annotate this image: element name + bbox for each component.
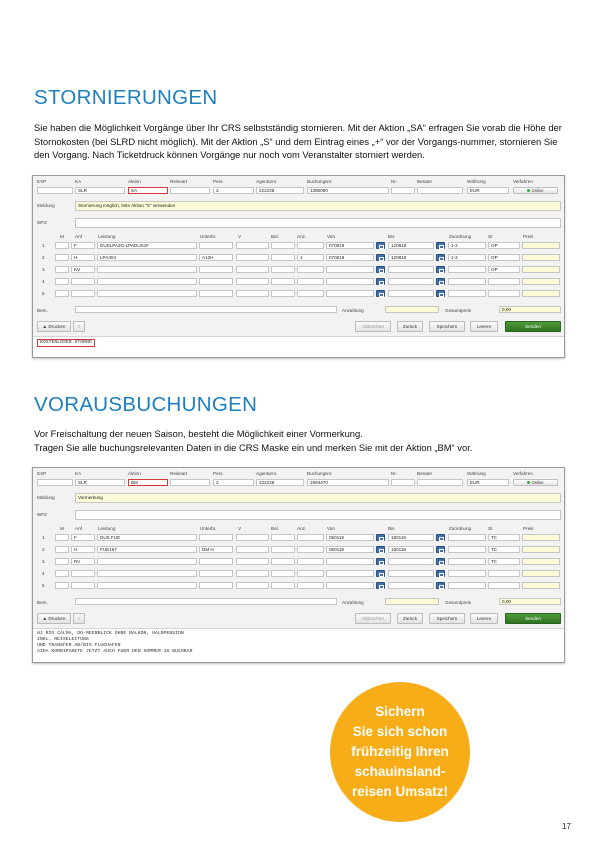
aktion-input[interactable]: SA bbox=[128, 187, 168, 194]
v-input[interactable] bbox=[236, 558, 269, 565]
printer-icon: ▲ bbox=[42, 324, 48, 329]
col-preis: Preis bbox=[523, 234, 534, 239]
v-input[interactable] bbox=[236, 290, 269, 297]
row-number: 3 bbox=[42, 559, 45, 564]
calendar-icon[interactable] bbox=[436, 278, 445, 285]
label-exp: EXP bbox=[37, 179, 47, 184]
m-input[interactable] bbox=[55, 582, 69, 589]
promo-line: Sie sich schon bbox=[352, 724, 448, 739]
bel-input[interactable] bbox=[271, 534, 295, 541]
reiseart-input[interactable] bbox=[170, 187, 210, 194]
preis-input[interactable] bbox=[522, 534, 560, 541]
label-anzahlung: Anzahlung bbox=[342, 308, 364, 313]
label-bem: Bem. bbox=[37, 600, 48, 605]
v-input[interactable] bbox=[236, 534, 269, 541]
zuordnung-input[interactable] bbox=[448, 546, 486, 553]
von-input[interactable] bbox=[326, 558, 374, 565]
leistung-input[interactable]: DUSLPA3G-LPADUS1F bbox=[97, 242, 197, 249]
bem-input[interactable] bbox=[75, 598, 337, 605]
online-toggle[interactable]: Online bbox=[513, 479, 558, 486]
exp-input[interactable] bbox=[37, 479, 73, 486]
abbrechen-button[interactable]: Abbrechen bbox=[355, 321, 391, 332]
bel-input[interactable] bbox=[271, 242, 295, 249]
calendar-icon[interactable] bbox=[376, 582, 385, 589]
row-number: 1 bbox=[42, 243, 45, 248]
anzahlung-input[interactable] bbox=[385, 306, 439, 313]
row-number: 5 bbox=[42, 583, 45, 588]
promo-line: schauinsland- bbox=[354, 764, 446, 779]
col-bis: Bis bbox=[388, 234, 395, 239]
calendar-icon[interactable] bbox=[436, 570, 445, 577]
abbrechen-button[interactable]: Abbrechen bbox=[355, 613, 391, 624]
leeren-button[interactable]: Leeren bbox=[470, 613, 498, 624]
m-input[interactable] bbox=[55, 570, 69, 577]
unterbr-input[interactable] bbox=[199, 570, 233, 577]
status-dot-icon bbox=[527, 481, 530, 484]
col-leistung: Leistung bbox=[98, 526, 116, 531]
anz-input[interactable] bbox=[297, 546, 324, 553]
unterbr-input[interactable] bbox=[199, 582, 233, 589]
anz-input[interactable] bbox=[297, 558, 324, 565]
col-unterbr: Unterbr. bbox=[200, 526, 217, 531]
up-arrow-button[interactable] bbox=[73, 613, 85, 624]
wfz-field[interactable] bbox=[75, 218, 561, 228]
v-input[interactable] bbox=[236, 278, 269, 285]
st-input[interactable] bbox=[488, 570, 520, 577]
unterbr-input[interactable]: A12H bbox=[199, 254, 233, 261]
calendar-icon[interactable] bbox=[376, 254, 385, 261]
v-input[interactable] bbox=[236, 582, 269, 589]
label-waehrung: Währung bbox=[467, 179, 486, 184]
message-area bbox=[33, 628, 564, 663]
nr-input[interactable] bbox=[391, 187, 415, 194]
label-verfahren: Verfahren bbox=[513, 179, 533, 184]
bel-input[interactable] bbox=[271, 254, 295, 261]
label-aktion: Aktion bbox=[128, 471, 141, 476]
anz-input[interactable] bbox=[297, 278, 324, 285]
bel-input[interactable] bbox=[271, 558, 295, 565]
anz-input[interactable] bbox=[297, 534, 324, 541]
anf-input[interactable] bbox=[71, 290, 95, 297]
buchungsnr-input[interactable]: 1994470 bbox=[307, 479, 389, 486]
anz-input[interactable] bbox=[297, 242, 324, 249]
unterbr-input[interactable] bbox=[199, 534, 233, 541]
von-input[interactable] bbox=[326, 266, 374, 273]
col-st: St bbox=[488, 526, 493, 531]
label-pers: Pers. bbox=[213, 179, 224, 184]
label-exp: EXP bbox=[37, 471, 47, 476]
unterbr-input[interactable] bbox=[199, 278, 233, 285]
calendar-icon[interactable] bbox=[436, 534, 445, 541]
st-input[interactable]: OP bbox=[488, 242, 520, 249]
gesamtpreis-field: 0,00 bbox=[499, 306, 561, 313]
st-input[interactable] bbox=[488, 278, 520, 285]
unterbr-input[interactable] bbox=[199, 558, 233, 565]
row-number: 1 bbox=[42, 535, 45, 540]
calendar-icon[interactable] bbox=[376, 266, 385, 273]
anz-input[interactable] bbox=[297, 570, 324, 577]
bel-input[interactable] bbox=[271, 546, 295, 553]
m-input[interactable] bbox=[55, 266, 69, 273]
col-st: St bbox=[488, 234, 493, 239]
col-anz: Anz. bbox=[297, 234, 307, 239]
calendar-icon[interactable] bbox=[376, 278, 385, 285]
col-anz: Anz. bbox=[297, 526, 307, 531]
anf-input[interactable]: F bbox=[71, 242, 95, 249]
page-number: 17 bbox=[562, 822, 571, 831]
col-von: Von bbox=[327, 234, 335, 239]
m-input[interactable] bbox=[55, 534, 69, 541]
preis-input[interactable] bbox=[522, 558, 560, 565]
col-preis: Preis bbox=[523, 526, 534, 531]
st-input[interactable]: OP bbox=[488, 266, 520, 273]
anz-input[interactable] bbox=[297, 266, 324, 273]
anf-input[interactable] bbox=[71, 582, 95, 589]
label-berater: Berater bbox=[417, 471, 433, 476]
crs-window-vorausbuchung bbox=[32, 467, 565, 663]
preis-input[interactable] bbox=[522, 278, 560, 285]
anf-input[interactable]: H bbox=[71, 254, 95, 261]
agentur-input[interactable]: 222228 bbox=[256, 479, 304, 486]
bel-input[interactable] bbox=[271, 290, 295, 297]
gesamtpreis-field: 0,00 bbox=[499, 598, 561, 605]
speichern-button[interactable]: Speichern bbox=[429, 321, 465, 332]
zuordnung-input[interactable] bbox=[448, 558, 486, 565]
senden-button[interactable]: Senden bbox=[505, 613, 561, 624]
label-gesamtpreis: Gesamtpreis bbox=[445, 600, 472, 605]
von-input[interactable] bbox=[326, 278, 374, 285]
label-nr: Nr. bbox=[391, 471, 397, 476]
zurueck-button[interactable]: Zurück bbox=[397, 613, 423, 624]
st-input[interactable] bbox=[488, 582, 520, 589]
promo-line: frühzeitig Ihren bbox=[351, 744, 449, 759]
anf-input[interactable] bbox=[71, 570, 95, 577]
bem-input[interactable] bbox=[75, 306, 337, 313]
exp-input[interactable] bbox=[37, 187, 73, 194]
anzahlung-input[interactable] bbox=[385, 598, 439, 605]
zuordnung-input[interactable] bbox=[448, 290, 486, 297]
bis-input[interactable]: 120819 bbox=[388, 242, 434, 249]
col-anf: Anf bbox=[75, 526, 82, 531]
message-line: AIDA KOMBIPAKETE JETZT AUCH FUER DEN SOMMER 16 BUCHBAR bbox=[37, 649, 193, 654]
label-wfz: WFZ bbox=[37, 220, 47, 225]
col-v: V bbox=[238, 526, 242, 531]
anz-input[interactable] bbox=[297, 582, 324, 589]
col-leistung: Leistung bbox=[98, 234, 116, 239]
zuordnung-input[interactable] bbox=[448, 570, 486, 577]
promo-line: reisen Umsatz! bbox=[351, 784, 449, 799]
storno-message: KOSTENLOSER STORNO bbox=[37, 339, 95, 347]
v-input[interactable] bbox=[236, 546, 269, 553]
von-input[interactable]: 050119 bbox=[326, 534, 374, 541]
bel-input[interactable] bbox=[271, 582, 295, 589]
zuordnung-input[interactable]: 1-2 bbox=[448, 254, 486, 261]
berater-input[interactable] bbox=[417, 187, 463, 194]
bis-input[interactable] bbox=[388, 290, 434, 297]
m-input[interactable] bbox=[55, 558, 69, 565]
bis-input[interactable] bbox=[388, 266, 434, 273]
anf-input[interactable]: F bbox=[71, 534, 95, 541]
pers-input[interactable]: 2 bbox=[213, 479, 254, 486]
label-agentur: Agenturnr. bbox=[256, 471, 278, 476]
leistung-input[interactable] bbox=[97, 266, 197, 273]
wfz-field[interactable] bbox=[75, 510, 561, 520]
up-arrow-button[interactable] bbox=[73, 321, 85, 332]
arrow-up-icon: ↑ bbox=[77, 616, 81, 621]
leistung-input[interactable] bbox=[97, 570, 197, 577]
col-m: M bbox=[60, 234, 64, 239]
calendar-icon[interactable] bbox=[436, 290, 445, 297]
st-input[interactable]: OP bbox=[488, 254, 520, 261]
buchungsnr-input[interactable]: 1380090 bbox=[307, 187, 389, 194]
col-anf: Anf bbox=[75, 234, 82, 239]
preis-input[interactable] bbox=[522, 546, 560, 553]
vorausbuchung-heading: VORAUSBUCHUNGEN bbox=[34, 393, 258, 416]
zuordnung-input[interactable]: 1-2 bbox=[448, 242, 486, 249]
message-line: INKL. REISELEITUNG bbox=[37, 637, 89, 642]
zuordnung-input[interactable] bbox=[448, 266, 486, 273]
anf-input[interactable]: KV bbox=[71, 266, 95, 273]
berater-input[interactable] bbox=[417, 479, 463, 486]
col-m: M bbox=[60, 526, 64, 531]
von-input[interactable] bbox=[326, 570, 374, 577]
calendar-icon[interactable] bbox=[376, 558, 385, 565]
col-bel: Bel. bbox=[271, 234, 279, 239]
vorausbuchung-text-1: Vor Freischaltung der neuen Saison, besteht die Möglichkeit einer Vormerkung. bbox=[34, 428, 363, 439]
label-bem: Bem. bbox=[37, 308, 48, 313]
promo-badge bbox=[330, 682, 470, 822]
reiseart-input[interactable] bbox=[170, 479, 210, 486]
anf-input[interactable]: RV bbox=[71, 558, 95, 565]
von-input[interactable]: 070819 bbox=[326, 254, 374, 261]
anf-input[interactable]: H bbox=[71, 546, 95, 553]
label-reiseart: Reiseart bbox=[170, 471, 188, 476]
calendar-icon[interactable] bbox=[376, 242, 385, 249]
col-bel: Bel. bbox=[271, 526, 279, 531]
calendar-icon[interactable] bbox=[376, 546, 385, 553]
unterbr-input[interactable]: DM H bbox=[199, 546, 233, 553]
calendar-icon[interactable] bbox=[376, 290, 385, 297]
leistung-input[interactable]: LPA304 bbox=[97, 254, 197, 261]
m-input[interactable] bbox=[55, 242, 69, 249]
zurueck-button[interactable]: Zurück bbox=[397, 321, 423, 332]
row-number: 5 bbox=[42, 291, 45, 296]
ka-input[interactable]: SLR bbox=[75, 187, 125, 194]
preis-input[interactable] bbox=[522, 266, 560, 273]
label-aktion: Aktion bbox=[128, 179, 141, 184]
zuordnung-input[interactable] bbox=[448, 278, 486, 285]
leistung-input[interactable] bbox=[97, 278, 197, 285]
m-input[interactable] bbox=[55, 278, 69, 285]
label-verfahren: Verfahren bbox=[513, 471, 533, 476]
label-reiseart: Reiseart bbox=[170, 179, 188, 184]
meldung-field: Stornierung möglich, bitte Aktion "S" verwenden bbox=[75, 201, 561, 211]
v-input[interactable] bbox=[236, 254, 269, 261]
meldung-field: Vormerkung bbox=[75, 493, 561, 503]
calendar-icon[interactable] bbox=[436, 558, 445, 565]
label-ka: KA bbox=[75, 179, 82, 184]
anf-input[interactable] bbox=[71, 278, 95, 285]
label-wfz: WFZ bbox=[37, 512, 47, 517]
zuordnung-input[interactable] bbox=[448, 534, 486, 541]
row-number: 4 bbox=[42, 279, 45, 284]
preis-input[interactable] bbox=[522, 582, 560, 589]
calendar-icon[interactable] bbox=[376, 570, 385, 577]
calendar-icon[interactable] bbox=[436, 266, 445, 273]
row-number: 2 bbox=[42, 547, 45, 552]
label-meldung: Meldung bbox=[37, 495, 55, 500]
label-gesamtpreis: Gesamtpreis bbox=[445, 308, 472, 313]
label-nr: Nr. bbox=[391, 179, 397, 184]
speichern-button[interactable]: Speichern bbox=[429, 613, 465, 624]
bis-input[interactable]: 190119 bbox=[388, 546, 434, 553]
vorausbuchung-text-2: Tragen Sie alle buchungsrelevanten Daten in die CRS Maske ein und merken Sie mit der Aktion „BM“ vor. bbox=[34, 442, 473, 453]
bel-input[interactable] bbox=[271, 266, 295, 273]
m-input[interactable] bbox=[55, 290, 69, 297]
st-input[interactable]: TC bbox=[488, 534, 520, 541]
label-anzahlung: Anzahlung bbox=[342, 600, 364, 605]
storno-text: Sie haben die Möglichkeit Vorgänge über Ihr CRS selbstständig stornieren. Mit der Aktion „SA“ erfragen Sie vorab die Höhe der Stornokosten (bei SLRD nicht möglich). Mit der Aktion „S“ und dem Eintrag eines „+“ vor der Vorgangs-nummer, stornieren Sie den Vorgang. Nach Ticketdruck können Vorgänge nur noch vom Veranstalter storniert werden. bbox=[34, 122, 562, 160]
drucken-button[interactable]: ▲ Drucken bbox=[37, 613, 71, 624]
zuordnung-input[interactable] bbox=[448, 582, 486, 589]
calendar-icon[interactable] bbox=[436, 582, 445, 589]
label-buchungsnr: Buchungsnr. bbox=[307, 179, 333, 184]
storno-heading: STORNIERUNGEN bbox=[34, 86, 218, 109]
waehrung-input[interactable]: EUR bbox=[467, 187, 509, 194]
senden-button[interactable]: Senden bbox=[505, 321, 561, 332]
status-dot-icon bbox=[527, 189, 530, 192]
label-pers: Pers. bbox=[213, 471, 224, 476]
col-von: Von bbox=[327, 526, 335, 531]
row-number: 2 bbox=[42, 255, 45, 260]
von-input[interactable]: 050119 bbox=[326, 546, 374, 553]
calendar-icon[interactable] bbox=[436, 546, 445, 553]
leistung-input[interactable]: FUE167 bbox=[97, 546, 197, 553]
waehrung-input[interactable]: EUR bbox=[467, 479, 509, 486]
anz-input[interactable] bbox=[297, 290, 324, 297]
online-toggle[interactable]: Online bbox=[513, 187, 558, 194]
bis-input[interactable] bbox=[388, 558, 434, 565]
label-meldung: Meldung bbox=[37, 203, 55, 208]
label-buchungsnr: Buchungsnr. bbox=[307, 471, 333, 476]
label-waehrung: Währung bbox=[467, 471, 486, 476]
anz-input[interactable]: 1 bbox=[297, 254, 324, 261]
aktion-input[interactable]: BM bbox=[128, 479, 168, 486]
message-area bbox=[33, 336, 564, 358]
st-input[interactable]: TC bbox=[488, 558, 520, 565]
m-input[interactable] bbox=[55, 546, 69, 553]
leeren-button[interactable]: Leeren bbox=[470, 321, 498, 332]
von-input[interactable] bbox=[326, 582, 374, 589]
label-agentur: Agenturnr. bbox=[256, 179, 278, 184]
calendar-icon[interactable] bbox=[436, 242, 445, 249]
message-line: HJ RIO CALMA, DO-MEERBLICK OHNE BALKON, HALBPENSION bbox=[37, 631, 184, 636]
von-input[interactable]: 070819 bbox=[326, 242, 374, 249]
preis-input[interactable] bbox=[522, 570, 560, 577]
unterbr-input[interactable] bbox=[199, 266, 233, 273]
leistung-input[interactable] bbox=[97, 290, 197, 297]
v-input[interactable] bbox=[236, 266, 269, 273]
unterbr-input[interactable] bbox=[199, 290, 233, 297]
ka-input[interactable]: SLR bbox=[75, 479, 125, 486]
col-bis: Bis bbox=[388, 526, 395, 531]
preis-input[interactable] bbox=[522, 242, 560, 249]
promo-text bbox=[330, 702, 470, 802]
printer-icon: ▲ bbox=[42, 616, 48, 621]
bis-input[interactable] bbox=[388, 278, 434, 285]
pers-input[interactable]: 2 bbox=[213, 187, 254, 194]
arrow-up-icon: ↑ bbox=[77, 324, 81, 329]
leistung-input[interactable] bbox=[97, 582, 197, 589]
drucken-button[interactable]: ▲ Drucken bbox=[37, 321, 71, 332]
message-line: UND TRANSFER AB/BIS FLUGHAFEN bbox=[37, 643, 121, 648]
m-input[interactable] bbox=[55, 254, 69, 261]
crs-window-storno bbox=[32, 175, 565, 358]
bis-input[interactable] bbox=[388, 570, 434, 577]
leistung-input[interactable]: DUS FUE bbox=[97, 534, 197, 541]
st-input[interactable] bbox=[488, 290, 520, 297]
unterbr-input[interactable] bbox=[199, 242, 233, 249]
bel-input[interactable] bbox=[271, 570, 295, 577]
bis-input[interactable] bbox=[388, 582, 434, 589]
calendar-icon[interactable] bbox=[376, 534, 385, 541]
preis-input[interactable] bbox=[522, 290, 560, 297]
col-v: V bbox=[238, 234, 242, 239]
col-unterbr: Unterbr. bbox=[200, 234, 217, 239]
leistung-input[interactable] bbox=[97, 558, 197, 565]
von-input[interactable] bbox=[326, 290, 374, 297]
v-input[interactable] bbox=[236, 570, 269, 577]
label-ka: KA bbox=[75, 471, 82, 476]
col-zuordnung: Zuordnung bbox=[449, 526, 472, 531]
row-number: 3 bbox=[42, 267, 45, 272]
col-zuordnung: Zuordnung bbox=[449, 234, 472, 239]
promo-line: Sichern bbox=[375, 704, 425, 719]
label-berater: Berater bbox=[417, 179, 433, 184]
nr-input[interactable] bbox=[391, 479, 415, 486]
calendar-icon[interactable] bbox=[436, 254, 445, 261]
bel-input[interactable] bbox=[271, 278, 295, 285]
st-input[interactable]: TC bbox=[488, 546, 520, 553]
row-number: 4 bbox=[42, 571, 45, 576]
bis-input[interactable]: 120819 bbox=[388, 254, 434, 261]
v-input[interactable] bbox=[236, 242, 269, 249]
bis-input[interactable]: 190119 bbox=[388, 534, 434, 541]
agentur-input[interactable]: 222228 bbox=[256, 187, 304, 194]
preis-input[interactable] bbox=[522, 254, 560, 261]
